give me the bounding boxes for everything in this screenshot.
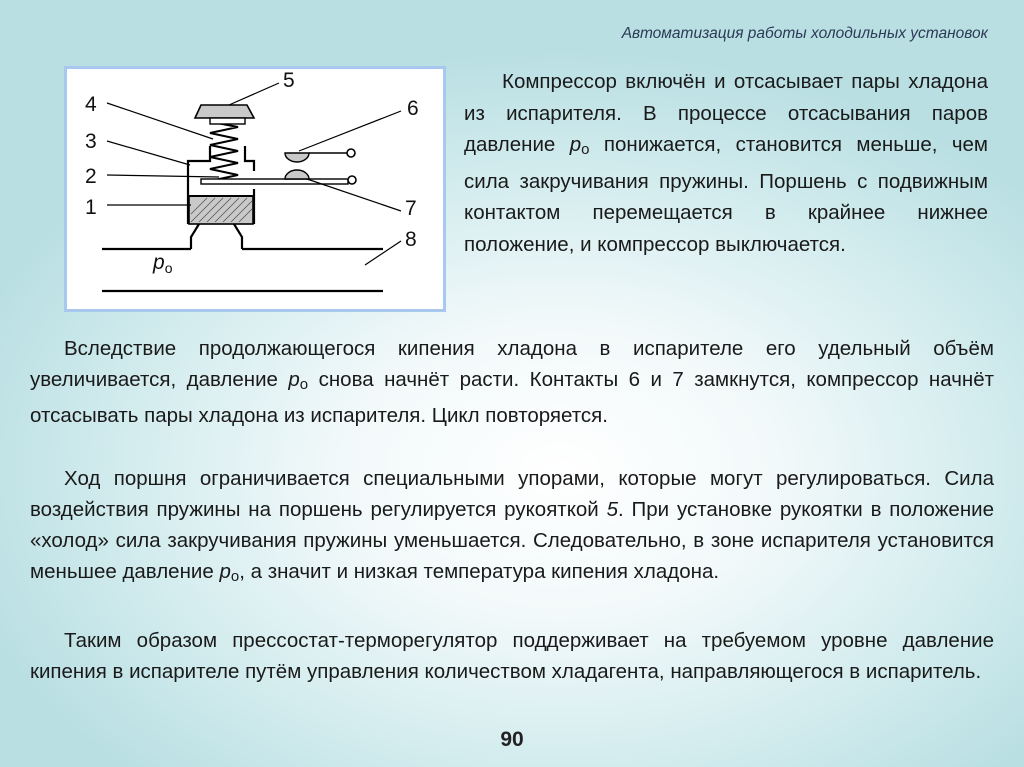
label-4: 4 xyxy=(85,93,97,116)
para1-text-a: Компрессор включён и отсасывает пары хладона из испарителя. В процессе отсасывания паров давление xyxy=(464,70,988,156)
spring xyxy=(210,123,238,181)
leader-4 xyxy=(107,103,213,139)
para3-sub: o xyxy=(230,568,240,585)
label-5: 5 xyxy=(283,69,295,92)
para4-text-a: Таким образом прессостат-терморегулятор поддерживает на требуемом уровне давление кипения в испарителе путём управления количеством хладагента, направляющегося в испаритель. xyxy=(30,629,994,683)
label-1: 1 xyxy=(85,196,97,219)
page-number: 90 xyxy=(500,728,524,751)
para3-num: 5 xyxy=(606,498,618,521)
para2-sub: o xyxy=(299,376,309,393)
label-6: 6 xyxy=(407,97,419,120)
housing-left xyxy=(188,146,210,197)
para3-p: p xyxy=(219,560,231,583)
housing-right xyxy=(245,146,254,171)
para3-text-a: Ход поршня ограничивается специальными упорами, которые могут регулироваться. Сила воздействия пружины на поршень регулируется рукояткой xyxy=(30,467,994,521)
para3-text-c: , а значит и низкая температура кипения хладона. xyxy=(239,560,720,583)
contact-7 xyxy=(285,170,309,179)
leader-3 xyxy=(107,141,190,165)
para2-text-a: Вследствие продолжающегося кипения хладона в испарителе его удельный объём увеличивается, давление xyxy=(30,337,994,391)
moving-contact-rod xyxy=(201,179,348,184)
para3-text-b: . При установке рукоятки в положение «холод» сила закручивания пружины уменьшается. Следовательно, в зоне испарителя установится меньшее давление xyxy=(30,498,995,583)
label-7: 7 xyxy=(405,197,417,220)
terminal-7 xyxy=(348,176,356,184)
neck-right xyxy=(234,224,242,249)
paragraph-2 xyxy=(30,333,994,431)
para2-p: p xyxy=(288,368,300,391)
handle-knob xyxy=(195,105,254,118)
paragraph-1 xyxy=(464,66,988,260)
contact-6 xyxy=(285,153,309,162)
handle-stem xyxy=(210,118,245,124)
header-title: Автоматизация работы холодильных установок xyxy=(621,25,988,42)
label-2: 2 xyxy=(85,165,97,188)
paragraph-4 xyxy=(30,625,994,687)
leader-5 xyxy=(229,83,279,105)
diagram-drawing xyxy=(67,69,443,309)
para1-p: p xyxy=(569,133,582,156)
pressostat-diagram xyxy=(64,66,446,312)
para1-text-b: понижается, становится меньше, чем сила закручивания пружины. Поршень с подвижным контактом перемещается в крайнее нижнее положение, и компрессор выключается. xyxy=(464,133,989,256)
label-pressure xyxy=(152,251,173,276)
leader-8 xyxy=(365,241,401,265)
para2-text-b: снова начнёт расти. Контакты 6 и 7 замкнутся, компрессор начнёт отсасывать пары хладона из испарителя. Цикл повторяется. xyxy=(30,368,994,427)
neck-left xyxy=(191,224,199,249)
para1-sub: o xyxy=(581,141,590,158)
label-3: 3 xyxy=(85,130,97,153)
terminal-6 xyxy=(347,149,355,157)
label-p-sub: o xyxy=(164,260,173,276)
label-p: p xyxy=(153,251,165,274)
label-8: 8 xyxy=(405,228,417,251)
leader-2 xyxy=(107,175,219,177)
paragraph-3 xyxy=(30,463,994,592)
leader-6 xyxy=(299,111,401,151)
